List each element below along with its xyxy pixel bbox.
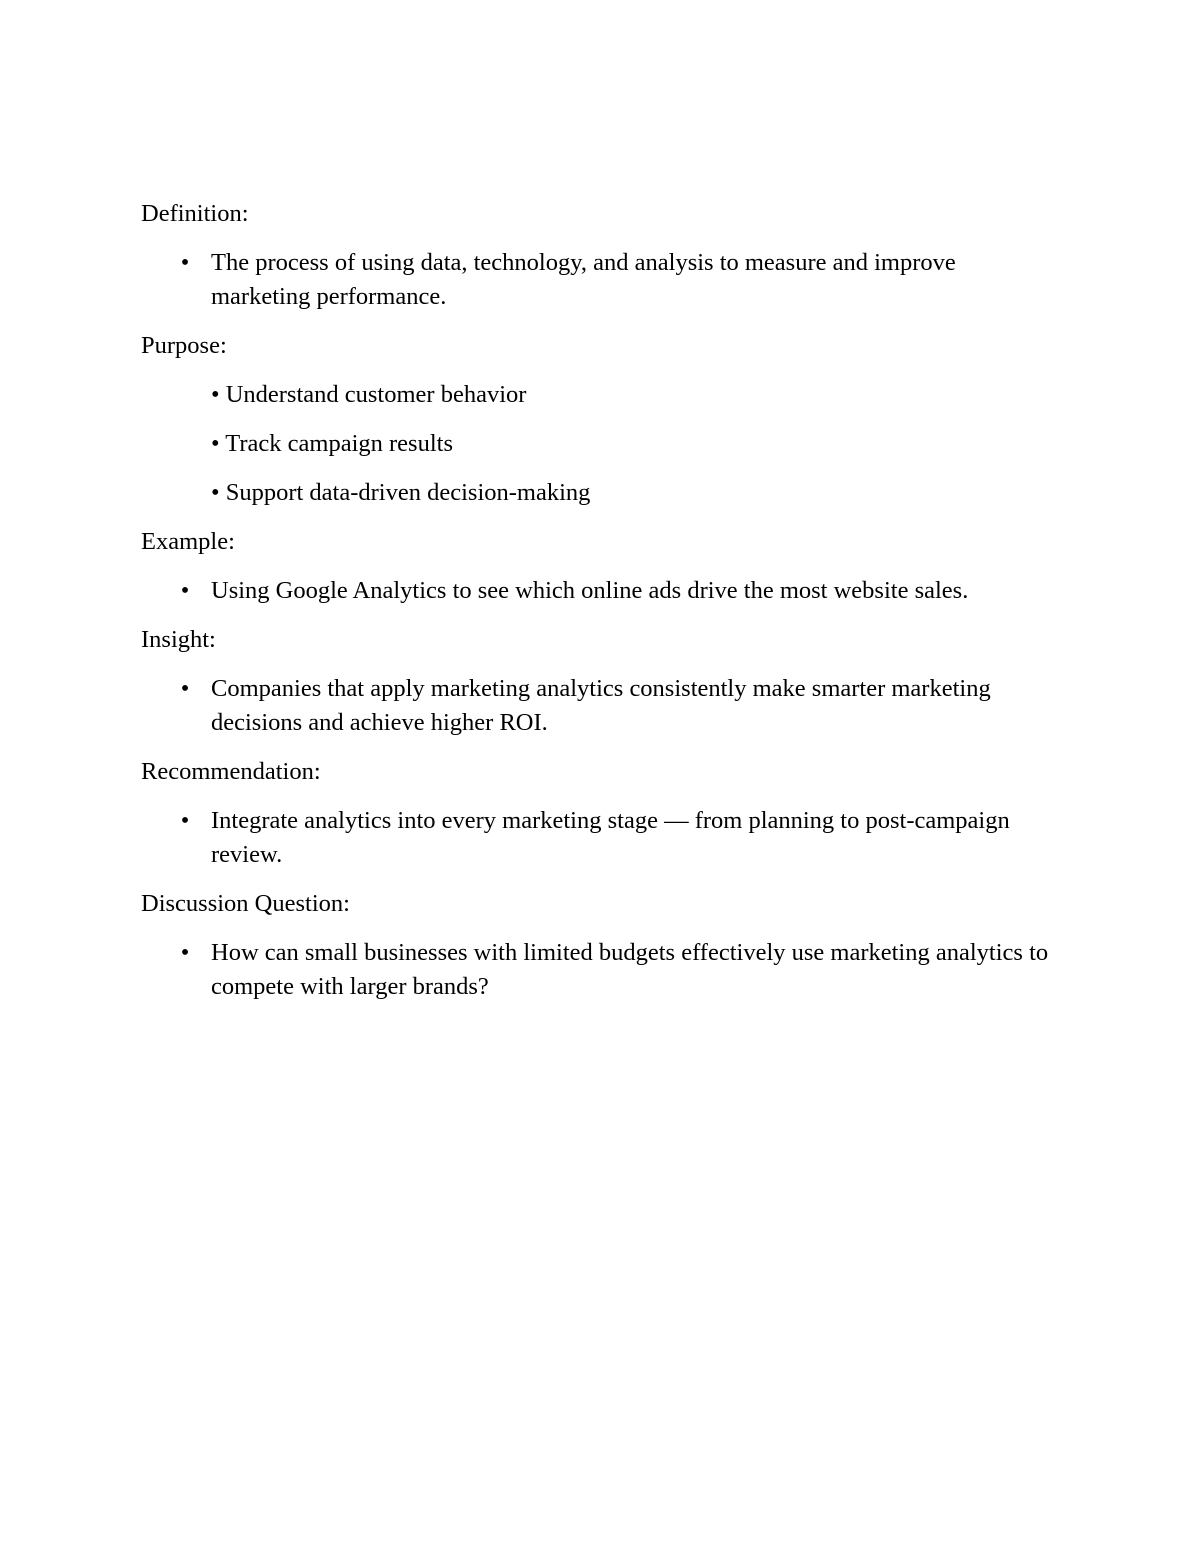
list-item-text: Using Google Analytics to see which online ads drive the most website sales. bbox=[211, 577, 969, 604]
bullet-icon: • bbox=[180, 675, 190, 702]
list-item: • Track campaign results bbox=[211, 430, 453, 457]
section-heading-recommendation: Recommendation: bbox=[141, 758, 321, 785]
section-heading-insight: Insight: bbox=[141, 626, 216, 653]
list-item bbox=[180, 672, 1061, 740]
insight-list bbox=[141, 672, 1061, 740]
list-item bbox=[180, 936, 1061, 1004]
recommendation-list bbox=[141, 804, 1061, 872]
bullet-icon: • bbox=[180, 249, 190, 276]
list-item-text: Integrate analytics into every marketing stage — from planning to post-campaign review. bbox=[211, 807, 1010, 868]
document-body bbox=[141, 197, 1061, 1019]
section-heading-purpose: Purpose: bbox=[141, 332, 227, 359]
discussion-question-list bbox=[141, 936, 1061, 1004]
purpose-list bbox=[141, 378, 1061, 510]
bullet-icon: • bbox=[180, 939, 190, 966]
list-item: • Support data-driven decision-making bbox=[211, 479, 591, 506]
list-item bbox=[180, 574, 1061, 608]
definition-list bbox=[141, 246, 1061, 314]
example-list bbox=[141, 574, 1061, 608]
bullet-icon: • bbox=[180, 807, 190, 834]
list-item-text: The process of using data, technology, and analysis to measure and improve marketing performance. bbox=[211, 249, 956, 310]
list-item: • Understand customer behavior bbox=[211, 381, 527, 408]
list-item-text: Companies that apply marketing analytics consistently make smarter marketing decisions and achieve higher ROI. bbox=[211, 675, 991, 736]
section-heading-definition: Definition: bbox=[141, 200, 249, 227]
section-heading-discussion-question: Discussion Question: bbox=[141, 890, 350, 917]
bullet-icon: • bbox=[180, 577, 190, 604]
section-heading-example: Example: bbox=[141, 528, 235, 555]
list-item bbox=[180, 246, 1061, 314]
list-item-text: How can small businesses with limited budgets effectively use marketing analytics to compete with larger brands? bbox=[211, 939, 1049, 1000]
list-item bbox=[180, 804, 1061, 872]
